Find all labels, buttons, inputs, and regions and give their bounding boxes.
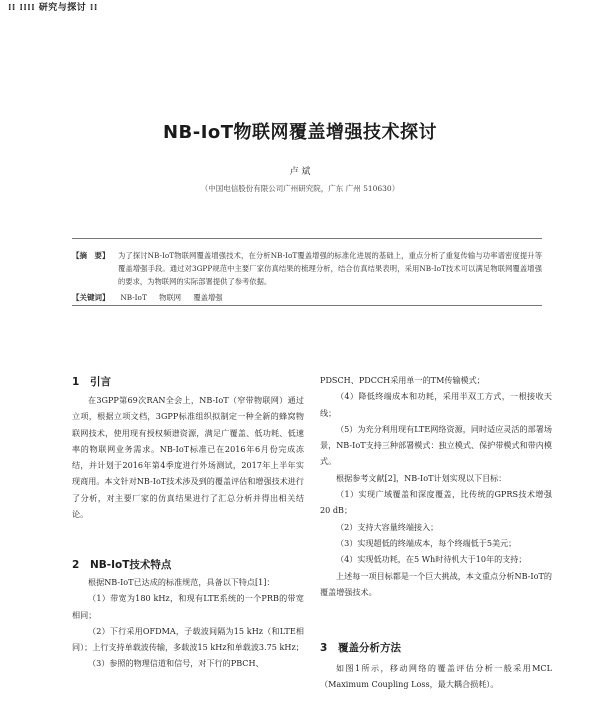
section-title: NB-IoT技术特点 (90, 559, 172, 571)
abstract-label: 【摘 要】 (72, 251, 110, 260)
intro-paragraph: 在3GPP第69次RAN全会上，NB-IoT（窄带物联网）通过立项，根据立项文档，3GPP标准组织拟制定一种全新的蜂窝物联网技术，使用现有授权频谱资源，满足广覆盖、低功耗、低速率的物联网业务需求。NB-IoT标准已在2016年6月份完成冻结，并计划于2016年第4季度进行外场测试，2017年上半年实现商用。本文针对NB-IoT技术涉及到的覆盖评估和增强技术进行了分析，对主要厂家的仿真结果进行了汇总分析并得出相关结论。 (72, 395, 304, 520)
feature-item: （3）参照的物理信道和信号，对下行的PBCH、 (88, 658, 264, 669)
goal-item: （4）实现低功耗，在5 Wh时待机大于10年的支持； (336, 554, 527, 565)
right-column-body (320, 372, 552, 600)
section-number: 1 (72, 376, 80, 388)
section-tag-decoration: ⁞⁞ ⁞⁞⁞⁞ (8, 3, 39, 13)
intro-body (72, 392, 304, 522)
section-number: 2 (72, 559, 80, 571)
section-title: 引言 (90, 376, 111, 388)
author: 卢 斌 (289, 167, 311, 177)
section-heading-2 (72, 557, 171, 573)
abstract-text: 为了探讨NB-IoT物联网覆盖增强技术，在分析NB-IoT覆盖增强的标准化进展的基础上，重点分析了重复传输与功率谱密度提升等覆盖增强手段。通过对3GPP规范中主要厂家仿真结果的梳理分析，结合仿真结果表明，采用NB-IoT技术可以满足物联网覆盖增强的要求，为物联网的实际部署提供了参考依据。 (118, 251, 542, 286)
section-tag-decoration-end: ⁞⁞ (86, 3, 98, 13)
feature-item: （5）为充分利用现有LTE网络资源，同时适应灵活的部署场景，NB-IoT支持三种部署模式：独立模式、保护带模式和带内模式。 (320, 423, 552, 467)
goals-intro: 根据参考文献[2]，NB-IoT计划实现以下目标： (336, 472, 507, 483)
feature-continuation: PDSCH、PDCCH采用单一的TM传输模式； (320, 375, 485, 385)
goal-item: （3）实现超低的终端成本，每个终端低于5美元； (336, 537, 517, 548)
section-title: 覆盖分析方法 (338, 642, 401, 654)
coverage-method-paragraph: 如图1所示，移动网络的覆盖评估分析一般采用MCL（Maximum Coupling Loss，最大耦合损耗）。 (320, 663, 552, 690)
feature-item: （2）下行采用OFDMA，子载波间隔为15 kHz（和LTE相同）；上行支持单载波传输，多载波15 kHz和单载波3.75 kHz； (72, 625, 304, 653)
feature-item: （1）带宽为180 kHz，和现有LTE系统的一个PRB的带宽相同； (72, 593, 304, 620)
abstract (72, 249, 542, 288)
paper-title: NB-IoT物联网覆盖增强技术探讨 (162, 122, 438, 143)
keywords (72, 292, 542, 303)
section-number: 3 (320, 642, 328, 654)
goal-item: （1）实现广域覆盖和深度覆盖，比传统的GPRS技术增强20 dB； (320, 489, 552, 516)
section-tag (8, 0, 98, 13)
abstract-bottom-rule (72, 305, 542, 306)
keyword: 覆盖增强 (193, 293, 223, 302)
section-heading-1 (72, 374, 111, 390)
keyword: NB-IoT (120, 293, 147, 302)
features-intro: 根据NB-IoT已达成的标准规范，具备以下特点[1]： (88, 577, 275, 587)
coverage-method-body (320, 660, 552, 693)
feature-item: （4）降低终端成本和功耗，采用半双工方式，一根接收天线； (320, 391, 552, 418)
goals-outro: 上述每一项目标都是一个巨大挑战，本文重点分析NB-IoT的覆盖增强技术。 (320, 570, 552, 597)
goal-item: （2）支持大容量终端接入； (336, 521, 439, 532)
section-heading-3 (320, 640, 401, 656)
keyword: 物联网 (159, 293, 182, 302)
section-tag-text: 研究与探讨 (38, 3, 87, 13)
affiliation: （中国电信股份有限公司广州研究院，广东 广州 510630） (200, 184, 400, 193)
features-body (72, 574, 304, 672)
keywords-label: 【关键词】 (72, 293, 110, 302)
abstract-top-rule (72, 238, 542, 239)
